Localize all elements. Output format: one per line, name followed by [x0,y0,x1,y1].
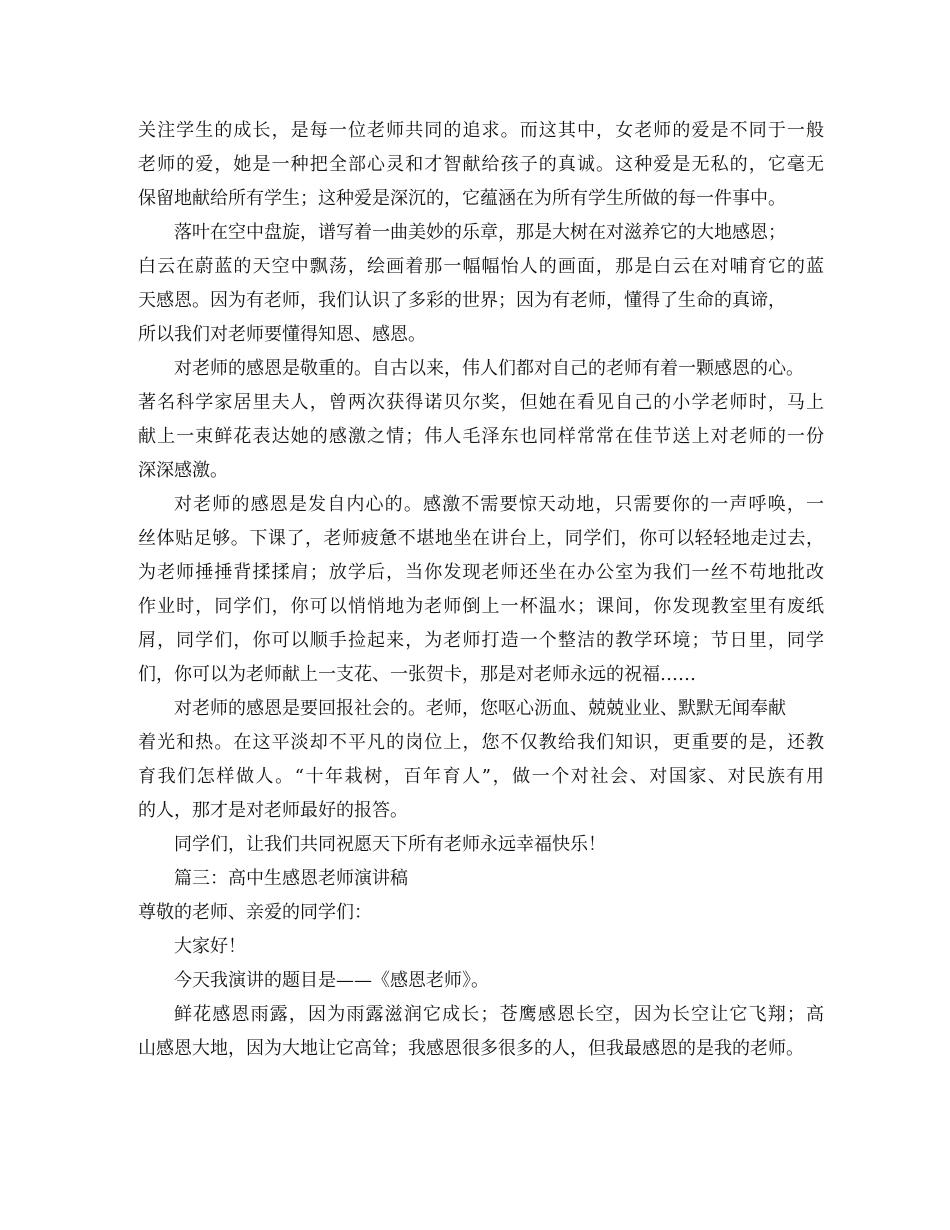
text-line: 关注学生的成长，是每一位老师共同的追求。而这其中，女老师的爱是不同于一般 [138,120,824,141]
text-line: 屑，同学们，你可以顺手捡起来，为老师打造一个整洁的教学环境；节日里，同学 [138,630,824,651]
text-line: 育我们怎样做人。“十年栽树，百年育人”，做一个对社会、对国家、对民族有用 [138,766,824,787]
text-line: 白云在蔚蓝的天空中飘荡，绘画着那一幅幅怡人的画面，那是白云在对哺育它的蓝 [138,256,824,277]
text-line: 的人，那才是对老师最好的报答。 [138,800,408,821]
text-line: 落叶在空中盘旋，谱写着一曲美妙的乐章，那是大树在对滋养它的大地感恩； [174,222,786,243]
text-line: 所以我们对老师要懂得知恩、感恩。 [138,324,426,345]
text-line: 献上一束鲜花表达她的感激之情；伟人毛泽东也同样常常在佳节送上对老师的一份 [138,426,824,447]
speech-title-line: 今天我演讲的题目是——《感恩老师》。 [174,970,489,991]
text-line: 著名科学家居里夫人，曾两次获得诺贝尔奖，但她在看见自己的小学老师时，马上 [138,392,824,413]
text-line: 天感恩。因为有老师，我们认识了多彩的世界；因为有老师，懂得了生命的真谛， [138,290,786,311]
text-line: 山感恩大地，因为大地让它高耸；我感恩很多很多的人，但我最感恩的是我的老师。 [138,1038,804,1059]
text-line: 深深感激。 [138,460,228,481]
text-line: 丝体贴足够。下课了，老师疲惫不堪地坐在讲台上，同学们，你可以轻轻地走过去， [138,528,824,549]
text-line: 为老师捶捶背揉揉肩；放学后，当你发现老师还坐在办公室为我们一丝不苟地批改 [138,562,824,583]
section-heading: 篇三：高中生感恩老师演讲稿 [174,868,408,889]
document-body [138,114,824,1066]
text-line: 对老师的感恩是要回报社会的。老师，您呕心沥血、兢兢业业、默默无闻奉献 [174,698,786,719]
text-line: 对老师的感恩是敬重的。自古以来，伟人们都对自己的老师有着一颗感恩的心。 [174,358,804,379]
text-line: 对老师的感恩是发自内心的。感激不需要惊天动地，只需要你的一声呼唤，一 [174,494,824,515]
text-line: 保留地献给所有学生；这种爱是深沉的，它蕴涵在为所有学生所做的每一件事中。 [138,188,786,209]
greeting: 大家好！ [174,936,246,957]
text-line: 着光和热。在这平淡却不平凡的岗位上，您不仅教给我们知识，更重要的是，还教 [138,732,824,753]
text-line: 作业时，同学们，你可以悄悄地为老师倒上一杯温水；课间，你发现教室里有废纸 [138,596,824,617]
text-line: 老师的爱，她是一种把全部心灵和才智献给孩子的真诚。这种爱是无私的，它毫无 [138,154,824,175]
text-line: 们，你可以为老师献上一支花、一张贺卡，那是对老师永远的祝福…… [138,664,696,685]
text-line: 同学们，让我们共同祝愿天下所有老师永远幸福快乐！ [174,834,606,855]
salutation: 尊敬的老师、亲爱的同学们： [138,902,372,923]
text-line: 鲜花感恩雨露，因为雨露滋润它成长；苍鹰感恩长空，因为长空让它飞翔；高 [174,1004,824,1025]
